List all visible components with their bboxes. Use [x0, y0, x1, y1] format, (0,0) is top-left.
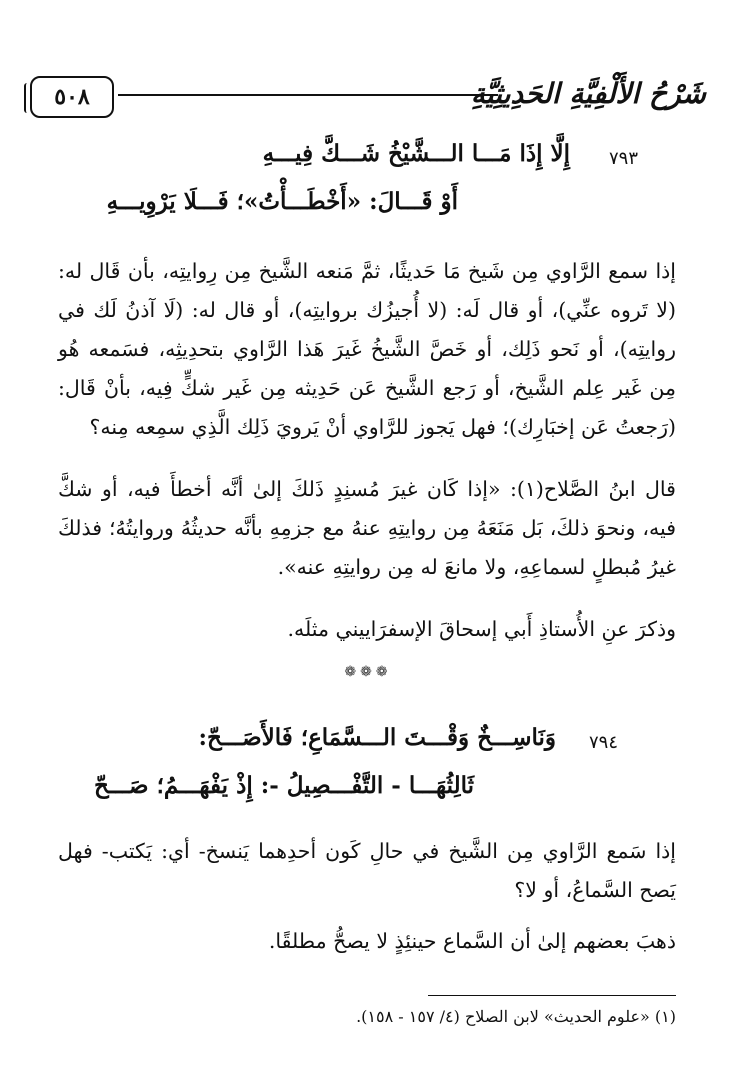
verse-number: ٧٩٣ — [608, 148, 638, 169]
header-rule — [118, 94, 498, 96]
verse-line: وَنَاسِـــخٌ وَقْـــتَ الـــسَّمَاعِ؛ فَالأَصَـــحّ: — [198, 724, 556, 751]
verse-line: ثَالِثُهَـــا - التَّفْـــصِيلُ -: إِذْ يَفْهَـــمُ؛ صَـــحّ — [94, 772, 474, 799]
verse-number: ٧٩٤ — [588, 732, 618, 753]
verse-line: إِلَّا إِذَا مَـــا الـــشَّيْخُ شَـــكَّ فِيـــهِ — [262, 140, 570, 167]
footnote: (١) «علوم الحديث» لابن الصلاح (٤/ ١٥٧ - ١٥٨). — [356, 1007, 676, 1026]
commentary-paragraph: ذهبَ بعضهم إلىٰ أن السَّماع حينئِذٍ لا يصحُّ مطلقًا. — [268, 929, 676, 953]
commentary-paragraph: وذكرَ عنِ الأُستاذِ أَبي إسحاقَ الإسفرَاييني مثلَه. — [287, 617, 676, 641]
commentary-paragraph: قال ابنُ الصَّلاح(١): «إذا كَان غيرَ مُسنِدٍ ذَلكَ إلىٰ أنَّه أخطأَ فيه، أو شكَّ فيه، ونحوَ ذلكَ، بَل مَنَعَهُ مِن روايتِهِ عنهُ مع جزمِهِ بأنَّه حديثُهُ وروايتُهُ؛ فذلكَ غيرُ مُبطلٍ لسماعِهِ، ولا مانعَ له مِن روايتِهِ عنه». — [58, 477, 676, 579]
verse-line: أَوْ قَـــالَ: «أَخْطَـــأْتُ»؛ فَـــلَا يَرْوِيـــهِ — [106, 188, 458, 215]
commentary-paragraph: إذا سمع الرَّاوي مِن شَيخ مَا حَديثًا، ثمَّ مَنعه الشَّيخ مِن رِوايتِه، بأن قَال له: (لا تَروه عنِّي)، أو قال لَه: (لا أُجيزُك بروايتِه)، أو قال له: (لَا آذنُ لَك في روايتِه)، أو نَحو ذَلِك، أو خَصَّ الشَّيخُ غَيرَ هَذا الرَّاوي بتحدِيثِه، فسَمعه هُو مِن غَير عِلم الشَّيخ، أو رَجع الشَّيخ عَن حَدِيثه مِن غَير شكٍّ فِيه، بأنْ قَال: (رَجعتُ عَن إخبَارِك)؛ فهل يَجوز للرَّاوي أنْ يَرويَ ذَلِك الَّذِي سمِعه مِنه؟ — [58, 259, 676, 439]
footnote-rule — [428, 995, 676, 996]
section-ornament: ❁❁❁ — [344, 664, 392, 680]
page-header — [30, 72, 706, 128]
commentary-paragraph: إذا سَمع الرَّاوي مِن الشَّيخ في حالِ كَون أحدِهما يَنسخ- أي: يَكتب- فهل يَصح السَّماعُ، أو لا؟ — [58, 839, 676, 902]
book-title: شَرْحُ الأَلْفِيَّةِ الحَدِيثِيَّةِ — [470, 77, 706, 110]
page-number: ٥٠٨ — [30, 76, 114, 118]
